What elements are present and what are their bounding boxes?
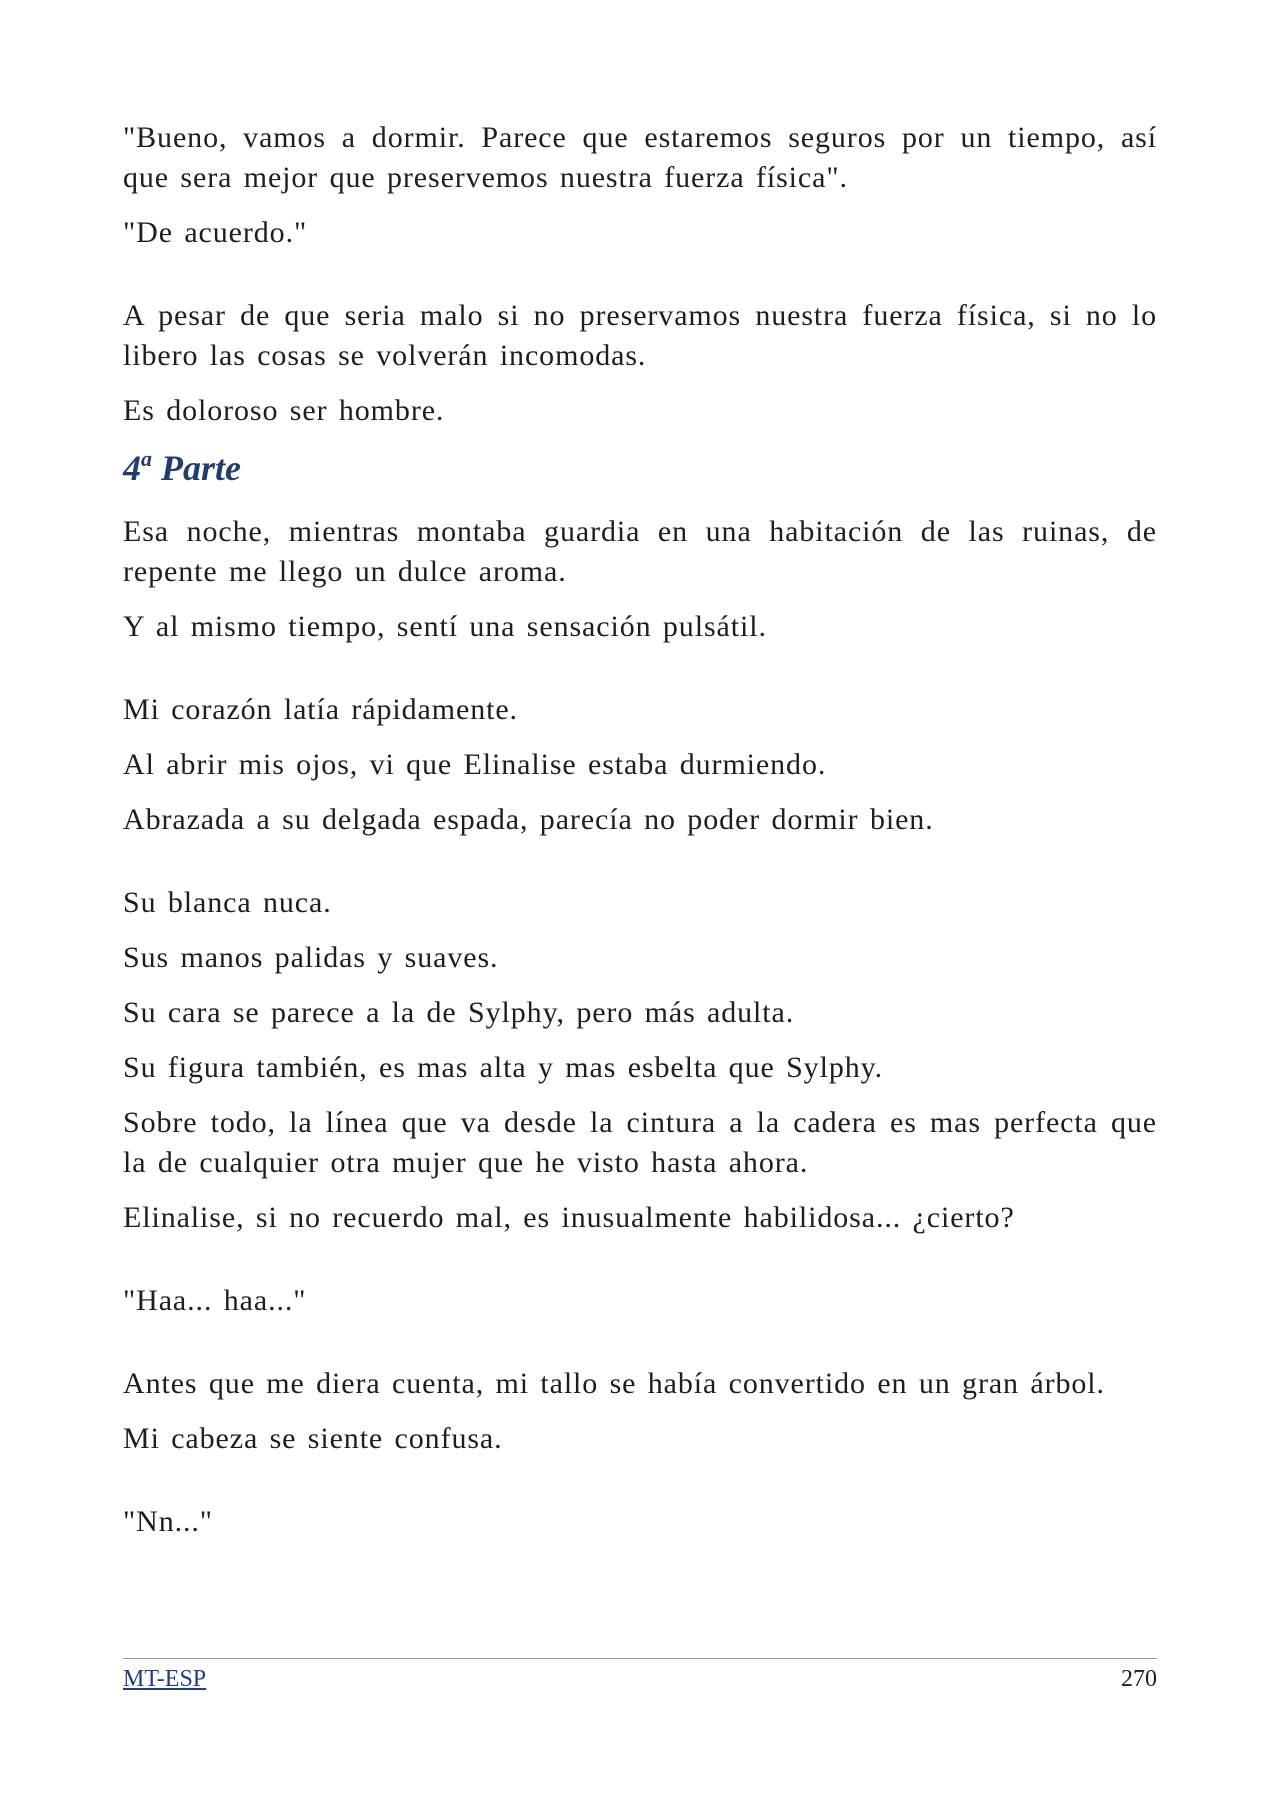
paragraph: "De acuerdo.": [123, 216, 308, 249]
paragraph: Al abrir mis ojos, vi que Elinalise estaba durmiendo.: [123, 748, 827, 781]
paragraph: Mi corazón latía rápidamente.: [123, 693, 518, 726]
paragraph-gap: [123, 662, 1157, 690]
footer-link[interactable]: MT-ESP: [123, 1666, 207, 1692]
paragraph: Elinalise, si no recuerdo mal, es inusualmente habilidosa... ¿cierto?: [123, 1201, 1015, 1234]
section-heading: [123, 446, 1157, 490]
heading-number: 4: [123, 448, 141, 488]
paragraph: Abrazada a su delgada espada, parecía no poder dormir bien.: [123, 803, 934, 836]
heading-label: Parte: [161, 448, 241, 488]
paragraph: Antes que me diera cuenta, mi tallo se había convertido en un gran árbol.: [123, 1367, 1105, 1400]
paragraph: Su blanca nuca.: [123, 886, 332, 919]
paragraph-gap: [123, 1474, 1157, 1502]
paragraph-gap: [123, 268, 1157, 296]
paragraph: Su cara se parece a la de Sylphy, pero más adulta.: [123, 996, 795, 1029]
paragraph: Y al mismo tiempo, sentí una sensación pulsátil.: [123, 610, 767, 643]
paragraph: Su figura también, es mas alta y mas esbelta que Sylphy.: [123, 1051, 883, 1084]
paragraph-gap: [123, 1336, 1157, 1364]
paragraph: Esa noche, mientras montaba guardia en una habitación de las ruinas, de repente me llego un dulce aroma.: [123, 515, 1157, 588]
paragraph: Mi cabeza se siente confusa.: [123, 1422, 503, 1455]
paragraph: Sus manos palidas y suaves.: [123, 941, 499, 974]
paragraph: A pesar de que seria malo si no preservamos nuestra fuerza física, si no lo libero las cosas se volverán incomodas.: [123, 299, 1157, 372]
page-content: [123, 118, 1157, 1557]
page-number: 270: [1121, 1666, 1157, 1692]
paragraph: Sobre todo, la línea que va desde la cintura a la cadera es mas perfecta que la de cualquier otra mujer que he visto hasta ahora.: [123, 1106, 1157, 1179]
heading-ordinal: a: [141, 446, 152, 471]
page-footer: [123, 1658, 1157, 1693]
paragraph: "Bueno, vamos a dormir. Parece que estaremos seguros por un tiempo, así que sera mejor que preservemos nuestra fuerza física".: [123, 121, 1157, 194]
paragraph: Es doloroso ser hombre.: [123, 394, 445, 427]
paragraph-gap: [123, 1253, 1157, 1281]
paragraph-gap: [123, 855, 1157, 883]
paragraph: "Haa... haa...": [123, 1284, 307, 1317]
paragraph: "Nn...": [123, 1505, 213, 1538]
